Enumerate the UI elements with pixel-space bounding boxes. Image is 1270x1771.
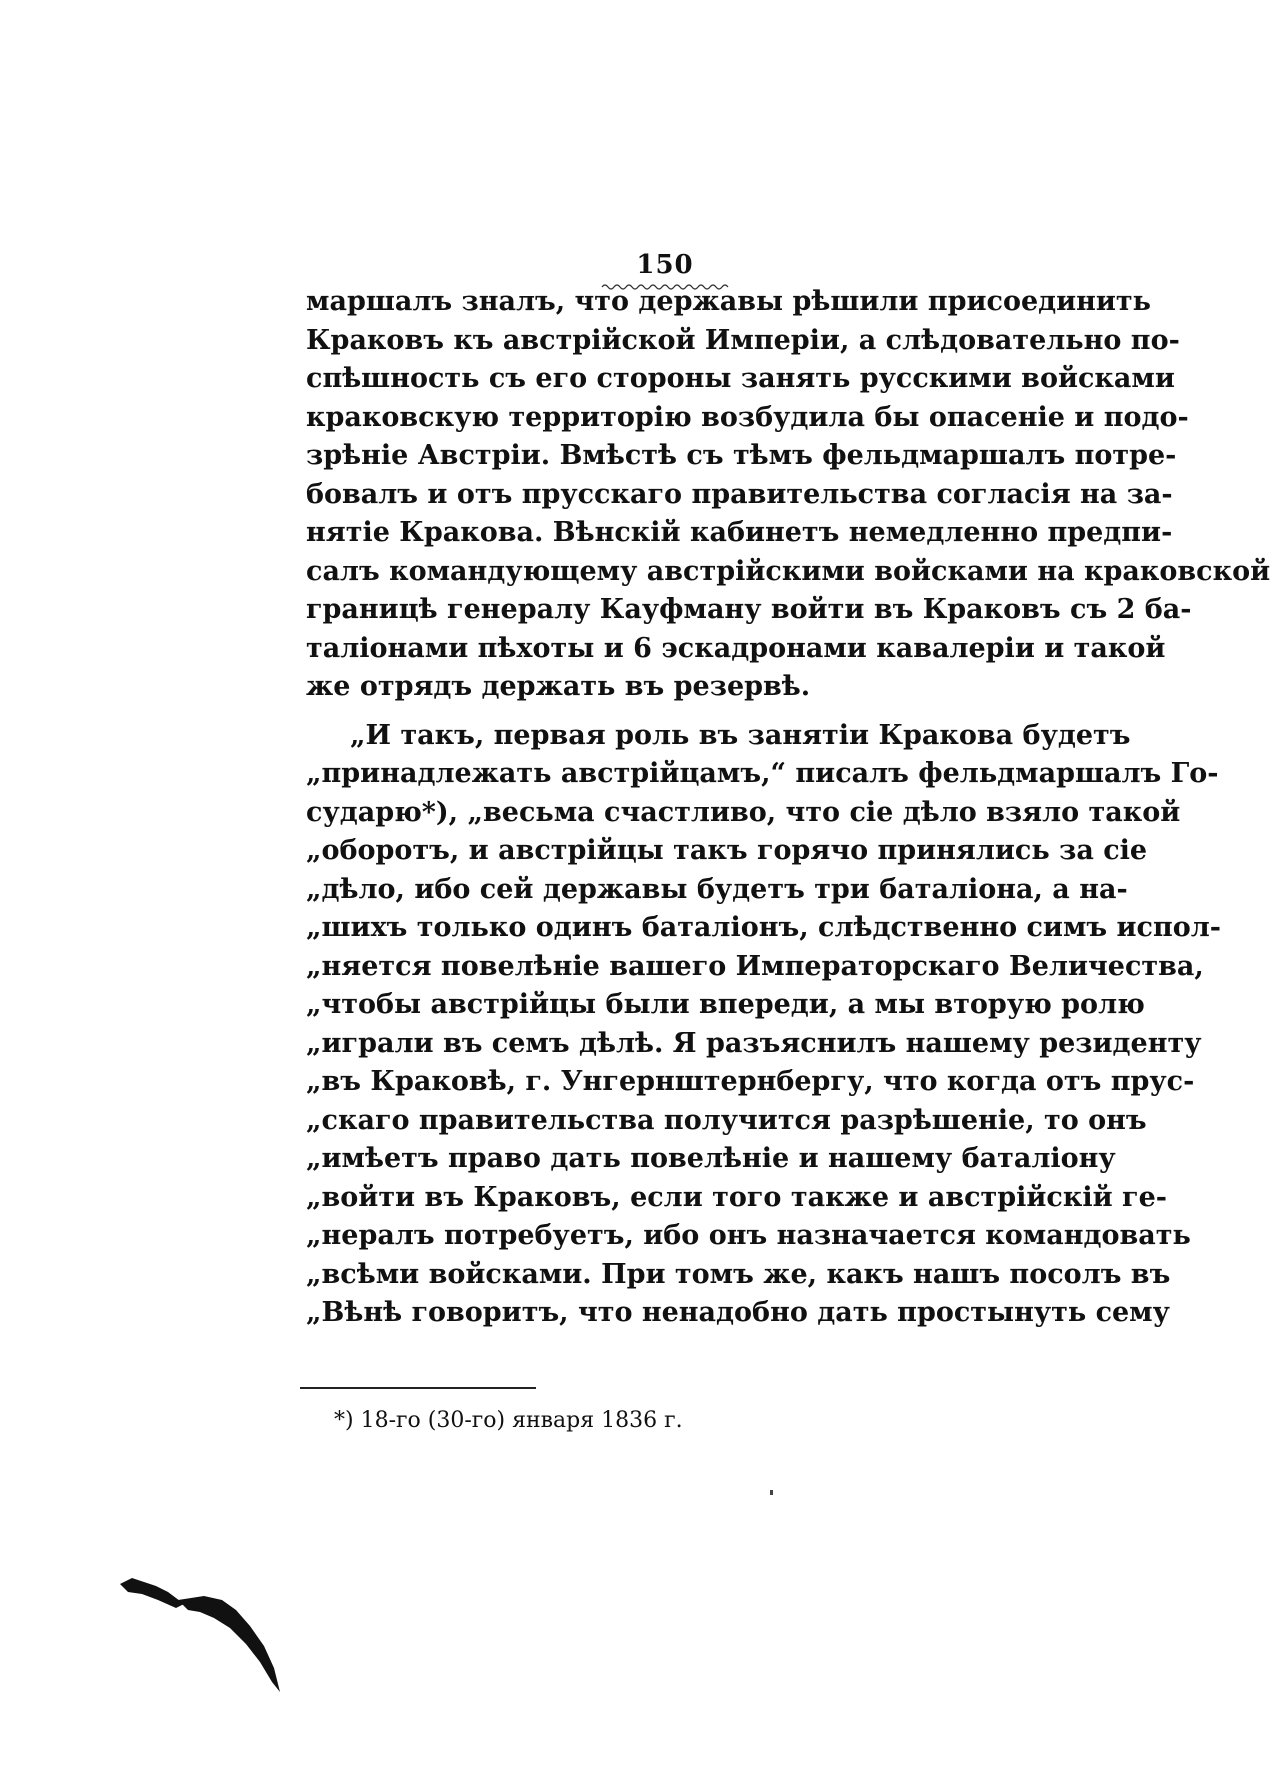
text-line: „дѣло, ибо сей державы будетъ три баталіона, а на- xyxy=(306,873,1128,905)
text-line: „шихъ только одинъ баталіонъ, слѣдственно симъ испол- xyxy=(306,912,1222,943)
text-line: краковскую территорію возбудила бы опасеніе и подо- xyxy=(306,401,1189,433)
text-line: „принадлежать австрійцамъ,“ писалъ фельдмаршалъ Го- xyxy=(306,758,1219,789)
text-line: же отрядъ держать въ резервѣ. xyxy=(306,671,811,702)
text-line: зрѣніе Австріи. Вмѣстѣ съ тѣмъ фельдмаршалъ потре- xyxy=(306,440,1177,471)
paragraph-1 xyxy=(306,283,1270,707)
text-line: таліонами пѣхоты и 6 эскадронами кавалеріи и такой xyxy=(306,632,1166,664)
scan-artifact-mark xyxy=(118,1570,298,1695)
page-number: 150 xyxy=(636,250,694,280)
text-line: „няется повелѣніе вашего Императорскаго Величества, xyxy=(306,950,1204,982)
text-line: „чтобы австрійцы были впереди, а мы вторую ролю xyxy=(306,989,1145,1020)
text-line: нятіе Кракова. Вѣнскій кабинетъ немедленно предпи- xyxy=(306,517,1173,548)
text-line: салъ командующему австрійскими войсками на краковской xyxy=(306,555,1270,587)
text-line: „имѣетъ право дать повелѣніе и нашему баталіону xyxy=(306,1143,1116,1174)
paragraph-2 xyxy=(306,717,1222,1333)
text-line: „всѣми войсками. При томъ же, какъ нашъ посолъ въ xyxy=(306,1258,1171,1290)
footnote-divider xyxy=(300,1387,536,1389)
text-line: „играли въ семъ дѣлѣ. Я разъяснилъ нашему резиденту xyxy=(306,1027,1202,1059)
text-line: Краковъ къ австрійской Имперіи, а слѣдовательно по- xyxy=(306,324,1180,356)
text-line: „нералъ потребуетъ, ибо онъ назначается командовать xyxy=(306,1220,1191,1251)
text-line: сударю*), „весьма счастливо, что сіе дѣло взяло такой xyxy=(306,796,1181,828)
text-line: „оборотъ, и австрійцы такъ горячо принялись за сіе xyxy=(306,835,1148,866)
text-line: „войти въ Краковъ, если того также и австрійскій ге- xyxy=(306,1181,1167,1213)
footnote: *) 18-го (30-го) января 1836 г. xyxy=(334,1408,683,1433)
text-line: бовалъ и отъ прусскаго правительства согласія на за- xyxy=(306,478,1173,510)
text-line: „въ Краковѣ, г. Унгернштернбергу, что когда отъ прус- xyxy=(306,1066,1195,1097)
text-line: спѣшность съ его стороны занять русскими войсками xyxy=(306,363,1175,394)
scan-speck xyxy=(770,1490,773,1495)
paragraph-gap xyxy=(306,707,1022,717)
text-line: „скаго правительства получится разрѣшеніе, то онъ xyxy=(306,1104,1147,1136)
body-text xyxy=(306,283,1270,1333)
text-line: „Вѣнѣ говоритъ, что ненадобно дать простынуть сему xyxy=(306,1297,1170,1328)
text-line: маршалъ зналъ, что державы рѣшили присоединить xyxy=(306,286,1151,317)
text-line: „И такъ, первая роль въ занятіи Кракова будетъ xyxy=(350,719,1131,751)
text-line: границѣ генералу Кауфману войти въ Краковъ съ 2 ба- xyxy=(306,594,1192,625)
